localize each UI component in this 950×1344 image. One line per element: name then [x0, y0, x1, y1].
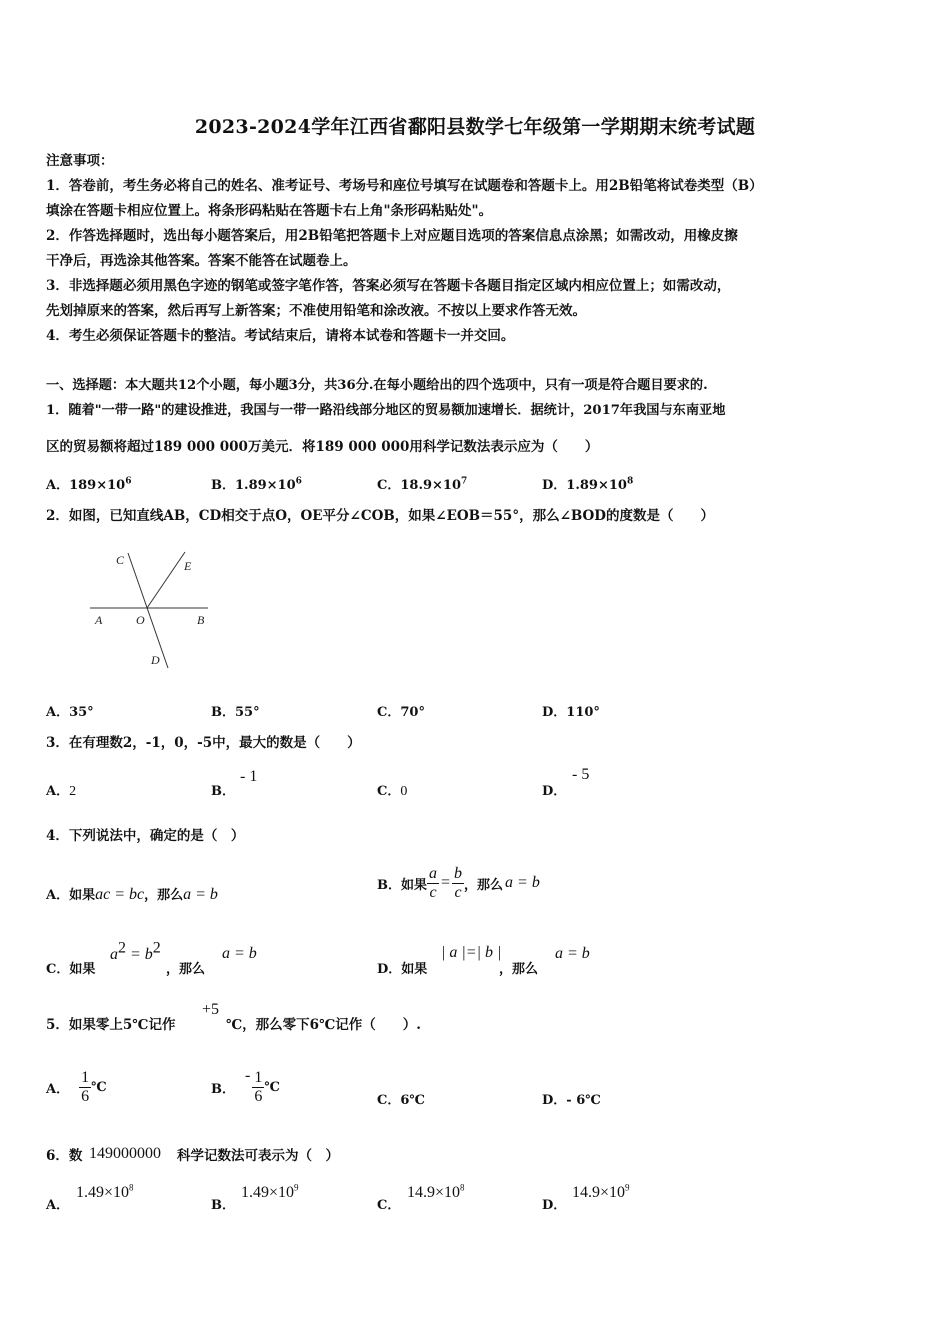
section-heading: 一、选择题：本大题共12个小题，每小题3分，共36分.在每小题给出的四个选项中，只有一项是符合题目要求的. — [46, 378, 708, 393]
label-c: C — [116, 553, 125, 567]
q1-stem-line1: 1．随着"一带一路"的建设推进，我国与一带一路沿线部分地区的贸易额加速增长．据统计，2017年我国与东南亚地 — [46, 403, 726, 418]
q5-stem-pre: 5．如果零上5℃记作 — [46, 1017, 176, 1033]
q4-option-c-cond: $a^2 = b^2$ — [110, 939, 161, 963]
q6-stem-pre: 6．数 — [46, 1148, 83, 1164]
q2-option-c[interactable]: C．70° — [377, 705, 425, 720]
q3-stem: 3．在有理数2，-1，0，-5中，最大的数是（ ） — [46, 735, 361, 751]
q6-option-d-label[interactable]: D． — [542, 1198, 567, 1213]
label-e: E — [184, 559, 192, 573]
q2-option-a[interactable]: A．35° — [46, 705, 94, 720]
notice-line: 1．答卷前，考生务必将自己的姓名、准考证号、考场号和座位号填写在试题卷和答题卡上。用2B铅笔将试卷类型（B） — [46, 178, 763, 194]
fraction-b-over-c: $\frac{b}{c}$ — [454, 864, 463, 901]
q3-option-b-value: - 1 — [240, 768, 258, 785]
page-title: 2023-2024学年江西省鄱阳县数学七年级第一学期期末统考试题 — [194, 116, 756, 138]
q4-option-c-then: ，那么 — [166, 962, 206, 977]
label-b: B — [197, 613, 205, 627]
q3-option-c[interactable]: C．0 — [377, 784, 408, 799]
q4-option-d-label[interactable]: D．如果 — [377, 962, 428, 977]
notice-line: 填涂在答题卡相应位置上。将条形码粘贴在答题卡右上角"条形码粘贴处"。 — [46, 203, 493, 219]
label-a: A — [95, 613, 103, 627]
q4-option-c-label[interactable]: C．如果 — [46, 962, 96, 977]
q4-option-a[interactable]: A．如果ac = bc，那么a = b — [46, 886, 218, 903]
q1-stem-line2: 区的贸易额将超过189 000 000万美元．将189 000 000用科学记数法表示应为（ ） — [46, 439, 599, 455]
notice-line: 3．非选择题必须用黑色字迹的钢笔或签字笔作答，答案必须写在答题卡各题目指定区域内相应位置上；如需改动， — [46, 278, 731, 294]
q2-stem: 2．如图，已知直线AB，CD相交于点O，OE平分∠COB，如果∠EOB＝55°，那么∠BOD的度数是（ ） — [46, 508, 715, 524]
q6-option-c-label[interactable]: C． — [377, 1198, 401, 1213]
notice-line: 2．作答选择题时，选出每小题答案后，用2B铅笔把答题卡上对应题目选项的答案信息点涂黑；如需改动，用橡皮擦 — [46, 228, 738, 244]
q3-option-b[interactable]: B． — [211, 784, 235, 799]
q4-stem: 4．下列说法中，确定的是（ ） — [46, 828, 245, 844]
q4-option-b[interactable]: B．如果 $\frac{a}{c}$ = $\frac{b}{c}$ ，那么 a = b — [377, 864, 540, 901]
q1-option-b[interactable]: B．$1.89\times 10^6$ — [211, 476, 302, 493]
q6-stem-number: 149000000 — [89, 1145, 161, 1162]
q6-option-d-value: $14.9\times 10^9$ — [572, 1182, 630, 1201]
label-d: D — [151, 653, 160, 667]
q6-option-c-value: $14.9\times 10^8$ — [407, 1182, 465, 1201]
q3-option-d[interactable]: D． — [542, 784, 567, 799]
q6-option-b-label[interactable]: B． — [211, 1198, 235, 1213]
notice-line: 先划掉原来的答案，然后再写上新答案；不准使用铅笔和涂改液。不按以上要求作答无效。 — [46, 303, 586, 319]
q1-option-a[interactable]: A．$189\times 10^6$ — [46, 476, 132, 493]
q5-option-a[interactable]: A． $\frac{1}{6}$ ℃ — [46, 1068, 107, 1105]
notice-heading: 注意事项： — [46, 153, 114, 169]
line-cd — [128, 553, 168, 668]
q4-option-d-concl: a = b — [555, 945, 590, 962]
ray-oe — [147, 552, 185, 608]
q5-stem-post: ℃，那么零下6℃记作（ ）. — [226, 1017, 421, 1033]
q4-option-d-then: ，那么 — [499, 962, 539, 977]
q3-option-a[interactable]: A．2 — [46, 784, 77, 799]
label-o: O — [136, 613, 145, 627]
q6-option-a-label[interactable]: A． — [46, 1198, 70, 1213]
q4-option-c-concl: a = b — [222, 945, 257, 962]
q6-option-a-value: $1.49\times 10^8$ — [76, 1182, 134, 1201]
q3-option-d-value: - 5 — [572, 766, 590, 783]
q5-option-c[interactable]: C．6℃ — [377, 1093, 425, 1108]
q5-option-d[interactable]: D．- 6℃ — [542, 1093, 601, 1108]
q6-stem-post: 科学记数法可表示为（ ） — [177, 1148, 339, 1164]
q1-option-c[interactable]: C．$18.9\times 10^7$ — [377, 476, 468, 493]
q5-option-b[interactable]: B． - $\frac{1}{6}$ ℃ — [211, 1067, 280, 1105]
notice-line: 4．考生必须保证答题卡的整洁。考试结束后，请将本试卷和答题卡一并交回。 — [46, 328, 515, 344]
q2-figure — [85, 540, 215, 675]
notice-line: 干净后，再选涂其他答案。答案不能答在试题卷上。 — [46, 253, 357, 269]
q5-stem-value: +5 — [202, 1001, 220, 1018]
q4-option-d-cond: | a |=| b | — [441, 944, 502, 961]
q2-option-b[interactable]: B．55° — [211, 705, 260, 720]
fraction-a-over-c: $\frac{a}{c}$ — [429, 864, 437, 901]
q2-option-d[interactable]: D．110° — [542, 705, 600, 720]
q6-option-b-value: $1.49\times 10^9$ — [241, 1182, 299, 1201]
q1-option-d[interactable]: D．$1.89\times 10^8$ — [542, 476, 634, 493]
